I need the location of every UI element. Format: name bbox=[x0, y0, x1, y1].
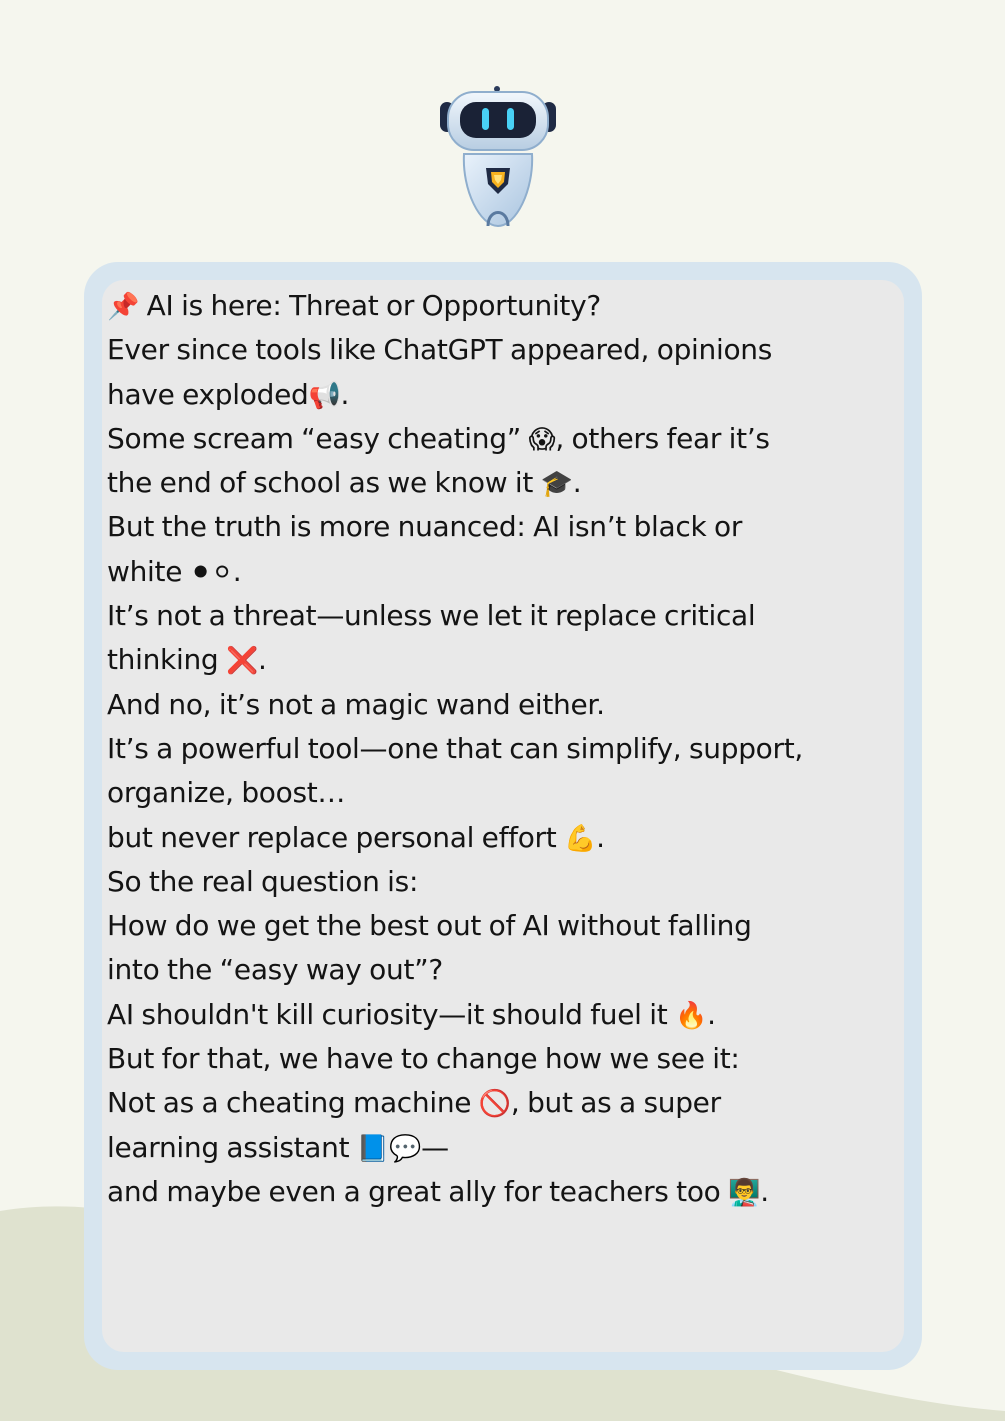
emoji-icon: 🔥 bbox=[675, 1000, 708, 1031]
robot-mascot-icon bbox=[436, 80, 560, 232]
post-line-text: thinking bbox=[107, 643, 226, 677]
post-line-suffix: . bbox=[232, 554, 242, 588]
post-line-suffix: . bbox=[258, 643, 267, 677]
post-line bbox=[107, 948, 897, 992]
post-line-text: but never replace personal effort bbox=[107, 820, 565, 854]
post-line-text: Not as a cheating machine bbox=[107, 1086, 479, 1120]
post-line bbox=[107, 771, 897, 815]
post-line-suffix: , others fear it’s bbox=[555, 421, 770, 455]
emoji-icon: 📢 bbox=[308, 380, 341, 411]
post-line bbox=[107, 328, 897, 372]
post-line-text: into the “easy way out”? bbox=[107, 953, 443, 987]
post-line bbox=[107, 505, 897, 549]
post-line-suffix: . bbox=[572, 466, 582, 500]
emoji-icon: 💪 bbox=[564, 823, 597, 854]
post-line-text: It’s a powerful tool—one that can simplify, support, bbox=[107, 731, 804, 765]
emoji-icon: ⚫⚪ bbox=[189, 557, 233, 588]
post-line bbox=[107, 816, 897, 860]
post-line-text: It’s not a threat—unless we let it replace critical bbox=[107, 599, 756, 633]
post-line-suffix: . bbox=[340, 377, 350, 411]
post-body bbox=[107, 284, 897, 1214]
post-line bbox=[107, 638, 897, 682]
emoji-icon: ❌ bbox=[225, 646, 259, 677]
emoji-icon: 👨‍🏫 bbox=[728, 1177, 761, 1208]
post-line bbox=[107, 993, 897, 1037]
post-line-text: AI is here: Threat or Opportunity? bbox=[139, 289, 601, 322]
post-line bbox=[107, 373, 897, 417]
post-line bbox=[107, 1081, 897, 1125]
emoji-icon: 📘💬 bbox=[356, 1133, 422, 1164]
post-line bbox=[107, 860, 897, 904]
post-line-text: AI shouldn't kill curiosity—it should fuel it bbox=[107, 997, 676, 1031]
emoji-icon: 🎓 bbox=[540, 469, 573, 500]
emoji-icon: 😱 bbox=[528, 424, 556, 455]
post-line bbox=[107, 683, 897, 727]
post-line bbox=[107, 284, 897, 328]
post-line-text: white bbox=[107, 554, 190, 588]
post-line bbox=[107, 550, 897, 594]
post-line bbox=[107, 1037, 897, 1081]
post-line bbox=[107, 461, 897, 505]
post-line-text: But for that, we have to change how we see it: bbox=[107, 1042, 740, 1076]
post-line-suffix: , but as a super bbox=[510, 1086, 721, 1120]
post-line-suffix: — bbox=[421, 1130, 449, 1164]
post-line-text: have exploded bbox=[107, 377, 309, 411]
post-line-text: But the truth is more nuanced: AI isn’t black or bbox=[107, 510, 743, 544]
post-line-text: So the real question is: bbox=[107, 864, 419, 898]
post-line bbox=[107, 727, 897, 771]
post-line bbox=[107, 417, 897, 461]
post-line-suffix: . bbox=[760, 1174, 769, 1208]
pin-icon: 📌 bbox=[107, 292, 140, 322]
post-line-text: and maybe even a great ally for teachers too bbox=[107, 1174, 729, 1208]
post-line bbox=[107, 904, 897, 948]
post-line bbox=[107, 594, 897, 638]
emoji-icon: 🚫 bbox=[478, 1089, 511, 1120]
post-line-text: the end of school as we know it bbox=[107, 466, 541, 500]
post-line-text: How do we get the best out of AI without falling bbox=[107, 909, 752, 943]
post-line-text: Ever since tools like ChatGPT appeared, opinions bbox=[107, 333, 773, 367]
post-line bbox=[107, 1170, 897, 1214]
post-line-text: And no, it’s not a magic wand either. bbox=[107, 687, 605, 721]
post-line-text: learning assistant bbox=[107, 1130, 357, 1164]
post-line-text: organize, boost… bbox=[107, 776, 346, 810]
post-line-suffix: . bbox=[596, 820, 605, 854]
post-line-suffix: . bbox=[707, 997, 716, 1031]
post-line bbox=[107, 1126, 897, 1170]
post-line-text: Some scream “easy cheating” bbox=[107, 421, 529, 455]
